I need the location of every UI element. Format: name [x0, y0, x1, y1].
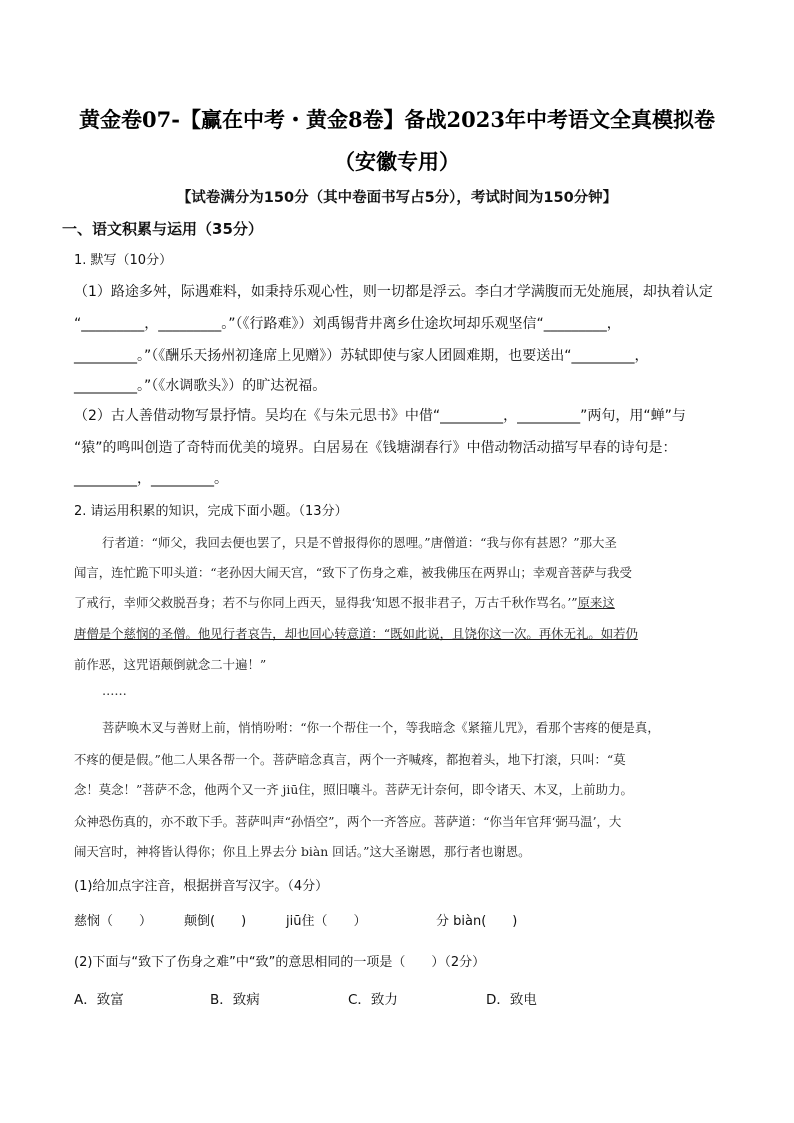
pinyin-item: jiū住（ ） — [286, 914, 367, 929]
pinyin-item: 分 biàn( ) — [436, 914, 518, 929]
option-d[interactable]: D．致电 — [486, 992, 537, 1008]
passage-line — [74, 593, 734, 611]
pinyin-item: 颠倒( ) — [184, 914, 247, 929]
passage-line: 众神恐伤真的，亦不敢下手。菩萨叫声“孙悟空”，两个一齐答应。菩萨道：“你当年官拜‘弼马温’，大 — [74, 814, 622, 829]
question-1-heading: 1. 默写（10分） — [74, 253, 173, 268]
passage-line: 念！莫念！”菩萨不念，他两个又一齐 jiū住，照旧嚷斗。菩萨无计奈何，即令诸天、木叉，上前助力。 — [74, 782, 633, 797]
ellipsis: …… — [102, 683, 127, 698]
q1-line: “猿”的鸣叫创造了奇特而优美的境界。白居易在《钱塘湖春行》中借动物活动描写早春的诗句是： — [74, 440, 677, 456]
passage-line-underlined: 唐僧是个慈悯的圣僧。他见行者哀告，却也回心转意道：“既如此说，且饶你这一次。再休无礼。如若仍 — [74, 626, 638, 641]
underlined-text: 原来这 — [577, 595, 615, 610]
option-c[interactable]: C．致力 — [348, 992, 398, 1008]
pinyin-item: 慈悯（ ） — [74, 914, 153, 929]
q1-line: _________。”（《酬乐天扬州初逢席上见赠》）苏轼即使与家人团圆难期，也要送出“_________， — [74, 348, 649, 364]
q1-line: “_________，_________。”（《行路难》）刘禹锡背井离乡仕途坎坷却乐观坚信“_________， — [74, 316, 621, 332]
passage-line: 闻言，连忙跪下叩头道：“老孙因大闹天宫，“致下了伤身之难，被我佛压在两界山；幸观音菩萨与我受 — [74, 565, 632, 580]
q1-line: _________。”（《水调歌头》）的旷达祝福。 — [74, 378, 327, 394]
question-2-heading: 2. 请运用积累的知识，完成下面小题。（13分） — [74, 504, 348, 519]
exam-info: 【试卷满分为150分（其中卷面书写占5分），考试时间为150分钟】 — [176, 190, 618, 206]
exam-title-line2: （安徽专用） — [334, 149, 460, 174]
q1-line: （1）路途多舛，际遇难料，如秉持乐观心性，则一切都是浮云。李白才学满腹而无处施展，却执着认定 — [74, 284, 713, 300]
subquestion-2-heading: (2)下面与“致下了伤身之难”中“致”的意思相同的一项是（ ）（2分） — [74, 955, 486, 970]
subquestion-1-heading: (1)给加点字注音，根据拼音写汉字。（4分） — [74, 879, 329, 894]
passage-text: 了戒行，幸师父救脱吾身；若不与你同上西天，显得我‘知恩不报非君子，万古千秋作骂名。’” — [74, 595, 578, 610]
passage-line: 闹天宫时，神将皆认得你；你且上界去分 biàn 回话。”这大圣谢恩，那行者也谢恩。 — [74, 844, 531, 859]
section-heading-1: 一、语文积累与运用（35分） — [62, 220, 263, 238]
passage-line: 行者道：“师父，我回去便也罢了，只是不曾报得你的恩哩。”唐僧道：“我与你有甚恩？”那大圣 — [102, 535, 617, 550]
passage-line: 前作恶，这咒语颠倒就念二十遍！” — [74, 657, 267, 672]
exam-title-line1: 黄金卷07-【赢在中考・黄金8卷】备战2023年中考语文全真模拟卷 — [79, 107, 715, 132]
passage-line: 不疼的便是假。”他二人果各帮一个。菩萨暗念真言，两个一齐喊疼，都抱着头，地下打滚，只叫：“莫 — [74, 752, 626, 767]
q1-line: _________，_________。 — [74, 471, 228, 487]
passage-line: 菩萨唤木叉与善财上前，悄悄吩咐：“你一个帮住一个，等我暗念《紧箍儿咒》，看那个害疼的便是真， — [102, 720, 660, 735]
q1-line: （2）古人善借动物写景抒情。吴均在《与朱元思书》中借“_________，_________”两句，用“蝉”与 — [74, 408, 686, 424]
option-b[interactable]: B．致病 — [210, 992, 260, 1008]
option-a[interactable]: A．致富 — [74, 992, 124, 1008]
